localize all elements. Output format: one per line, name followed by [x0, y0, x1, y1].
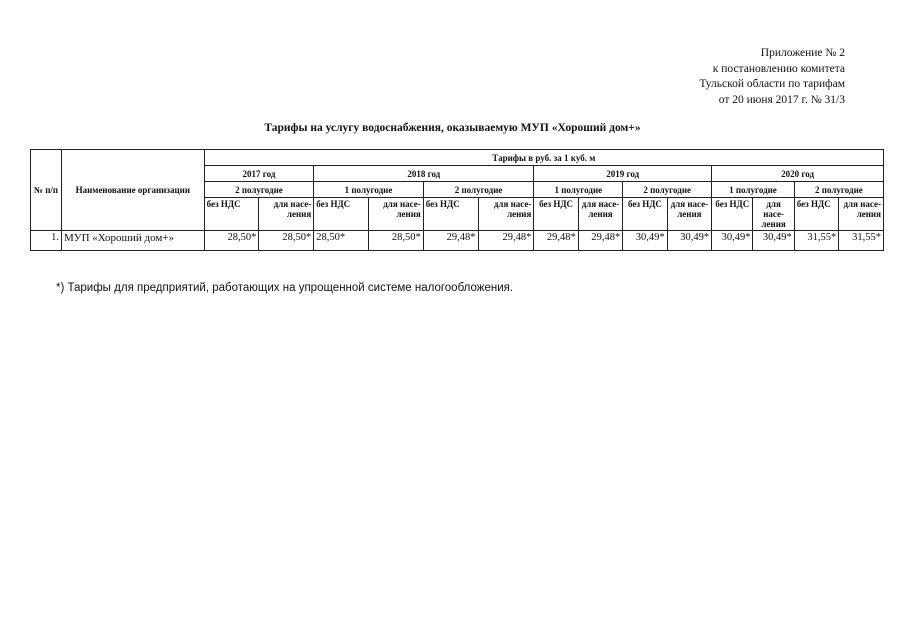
- header-sub: без НДС: [794, 198, 838, 231]
- tariff-value: 31,55*: [794, 231, 838, 251]
- header-sub: для насе-ления: [839, 198, 884, 231]
- header-sub: без НДС: [534, 198, 578, 231]
- header-year: 2020 год: [712, 166, 884, 182]
- header-half: 1 полугодие: [712, 182, 795, 198]
- header-sub: без НДС: [623, 198, 667, 231]
- header-sub: для насе-ления: [259, 198, 314, 231]
- tariff-table: [30, 149, 884, 251]
- tariff-value: 28,50*: [204, 231, 259, 251]
- header-year: 2018 год: [314, 166, 534, 182]
- footnote: *) Тарифы для предприятий, работающих на упрощенной системе налогообложения.: [56, 282, 514, 294]
- tariff-value: 28,50*: [314, 231, 369, 251]
- appendix-line-3: Тульской области по тарифам: [699, 78, 845, 90]
- tariff-value: 28,50*: [259, 231, 314, 251]
- header-half: 2 полугодие: [204, 182, 314, 198]
- header-sub: для насе-ления: [478, 198, 534, 231]
- header-sub: без НДС: [712, 198, 753, 231]
- header-sub: без НДС: [314, 198, 369, 231]
- header-sub: для насе-ления: [368, 198, 423, 231]
- header-org: Наименование организации: [62, 150, 205, 231]
- tariff-value: 30,49*: [667, 231, 711, 251]
- tariff-value: 30,49*: [712, 231, 753, 251]
- tariff-value: 29,48*: [423, 231, 478, 251]
- row-number: 1.: [31, 231, 62, 251]
- tariff-value: 28,50*: [368, 231, 423, 251]
- header-half: 2 полугодие: [623, 182, 712, 198]
- header-year: 2019 год: [534, 166, 712, 182]
- header-half: 1 полугодие: [534, 182, 623, 198]
- header-sub: для насе-ления: [578, 198, 622, 231]
- header-sub: без НДС: [423, 198, 478, 231]
- appendix-line-4: от 20 июня 2017 г. № 31/3: [718, 93, 845, 106]
- tariff-value: 30,49*: [623, 231, 667, 251]
- header-sub: для насе-ления: [667, 198, 711, 231]
- tariff-value: 29,48*: [578, 231, 622, 251]
- header-half: 2 полугодие: [794, 182, 883, 198]
- header-row-1: [31, 150, 884, 166]
- tariff-value: 29,48*: [534, 231, 578, 251]
- header-half: 1 полугодие: [314, 182, 424, 198]
- header-num: № п/п: [31, 150, 62, 231]
- appendix-block: [699, 46, 845, 108]
- header-year: 2017 год: [204, 166, 314, 182]
- table-row: [31, 231, 884, 251]
- header-sub: для насе-ления: [753, 198, 794, 231]
- appendix-line-2: к постановлению комитета: [712, 62, 845, 75]
- row-org-name: МУП «Хороший дом+»: [62, 231, 205, 251]
- tariff-value: 31,55*: [839, 231, 884, 251]
- tariff-value: 30,49*: [753, 231, 794, 251]
- header-tariff: Тарифы в руб. за 1 куб. м: [204, 150, 883, 166]
- header-sub: без НДС: [204, 198, 259, 231]
- appendix-line-1: Приложение № 2: [760, 47, 845, 59]
- document-title: Тарифы на услугу водоснабжения, оказываемую МУП «Хороший дом+»: [264, 122, 641, 134]
- tariff-value: 29,48*: [478, 231, 534, 251]
- header-half: 2 полугодие: [423, 182, 534, 198]
